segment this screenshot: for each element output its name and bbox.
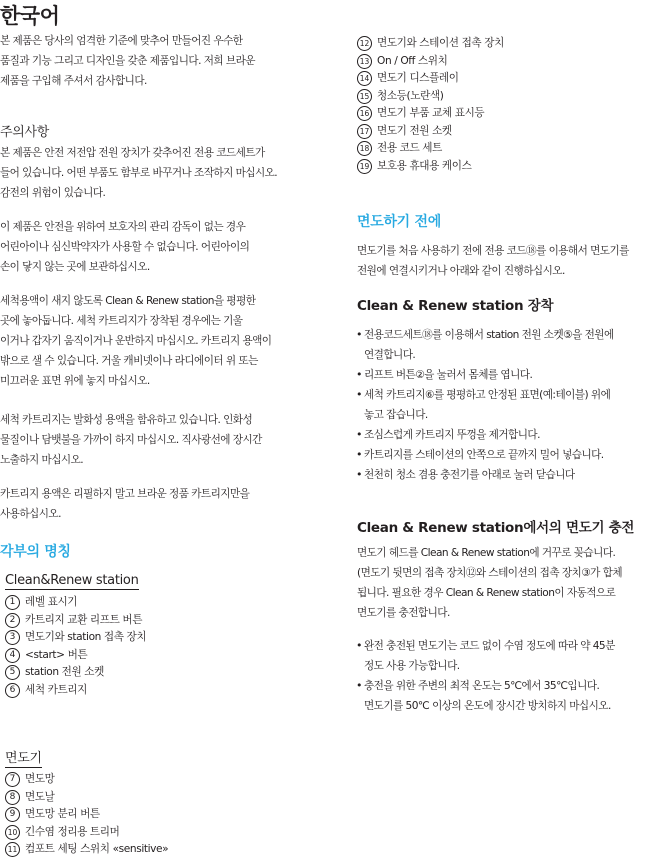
parts-heading: 각부의 명칭	[0, 544, 71, 560]
page-title: 한국어	[0, 5, 60, 28]
charging-notes	[357, 636, 615, 716]
list-item: 2 카트리지 교환 리프트 버튼	[5, 612, 146, 630]
list-item: 9 면도망 분리 버튼	[5, 806, 168, 824]
list-item: • 완전 충전된 면도기는 코드 없이 수염 정도에 따라 약 45분 정도 사용 가능합니다.	[356, 639, 615, 672]
list-item: • 세척 카트리지⑥를 평평하고 안정된 표면(예:테이블) 위에 놓고 잡습니다.	[356, 388, 611, 421]
list-item: 5 station 전원 소켓	[5, 664, 146, 682]
list-item: • 리프트 버튼②을 눌러서 몸체를 엽니다.	[356, 368, 533, 381]
before-shaving-heading: 면도하기 전에	[357, 214, 441, 230]
list-item: 8 면도날	[5, 789, 168, 807]
caution-paragraph-4: 세척 카트리지는 발화성 용액을 함유하고 있습니다. 인화성 물질이나 담뱃불을 가까이 하지 마십시오. 직사광선에 장시간 노출하지 마십시오.	[0, 414, 262, 466]
list-item: 1 레벨 표시기	[5, 594, 146, 612]
list-item: 10 긴수염 정리용 트리머	[5, 824, 168, 842]
shaver-parts-list-left	[5, 771, 168, 859]
install-steps	[357, 325, 614, 485]
list-item: 7 면도망	[5, 771, 168, 789]
list-item: • 카트리지를 스테이션의 안쪽으로 끝까지 밀어 넣습니다.	[356, 448, 604, 461]
station-parts-list	[5, 594, 146, 699]
list-item: • 천천히 청소 겸용 충전기를 아래로 눌러 닫습니다	[356, 468, 575, 481]
list-item: 16 면도기 부품 교체 표시등	[357, 105, 504, 123]
caution-paragraph-3: 세척용액이 새지 않도록 Clean & Renew station을 평평한 곳에 놓아둡니다. 세척 카트리지가 장착된 경우에는 기울 이거나 갑자기 움직이거나 운반하지 마십시오. 카트리지 용액이 밖으로 샐 수 있습니다. 거울 캐비넷이나 라디에이터 위 또는 미끄러운 표면 위에 놓지 마십시오.	[0, 295, 272, 387]
list-item: 11 컴포트 세팅 스위치 «sensitive»	[5, 841, 168, 859]
list-item: 12 면도기와 스테이션 접촉 장치	[357, 35, 504, 53]
caution-paragraph-5: 카트리지 용액은 리필하지 말고 브라운 정품 카트리지만을 사용하십시오.	[0, 488, 250, 520]
caution-paragraph-1: 본 제품은 안전 저전압 전원 장치가 갖추어진 전용 코드세트가 들어 있습니다. 어떤 부품도 함부로 바꾸거나 조작하지 마십시오. 감전의 위험이 있습니다.	[0, 147, 278, 199]
charging-paragraph: 면도기 헤드를 Clean & Renew station에 거꾸로 꽂습니다. (면도기 뒷면의 접촉 장치⑫와 스테이션의 접촉 장치③가 합체 됩니다. 필요한 경우 Clean & Renew station이 자동적으로 면도기를 충전합니다.	[357, 547, 623, 619]
station-heading: Clean&Renew station	[5, 573, 139, 588]
before-shaving-paragraph: 면도기를 처음 사용하기 전에 전용 코드⑱를 이용해서 면도기를 전원에 연결시키거나 아래와 같이 진행하십시오.	[357, 245, 629, 277]
caution-heading: 주의사항	[0, 125, 50, 140]
list-item: 19 보호용 휴대용 케이스	[357, 158, 504, 176]
charging-heading: Clean & Renew station에서의 면도기 충전	[357, 520, 635, 536]
list-item: 6 세척 카트리지	[5, 682, 146, 700]
list-item: 17 면도기 전원 소켓	[357, 123, 504, 141]
list-item: 4 <start> 버튼	[5, 647, 146, 665]
intro-paragraph: 본 제품은 당사의 엄격한 기준에 맞추어 만들어진 우수한 품질과 기능 그리고 디자인을 갖춘 제품입니다. 저희 브라운 제품을 구입해 주셔서 감사합니다.	[0, 35, 255, 87]
list-item: • 전용코드세트⑱를 이용해서 station 전원 소켓⑤을 전원에 연결합니다.	[356, 328, 614, 361]
caution-paragraph-2: 이 제품은 안전을 위하여 보호자의 관리 감독이 없는 경우 어린아이나 심신박약자가 사용할 수 없습니다. 어린아이의 손이 닿지 않는 곳에 보관하십시오.	[0, 221, 250, 273]
list-item: 14 면도기 디스플레이	[357, 70, 504, 88]
shaver-heading: 면도기	[5, 751, 42, 766]
list-item: 18 전용 코드 세트	[357, 140, 504, 158]
list-item: 13 On / Off 스위치	[357, 53, 504, 71]
install-heading: Clean & Renew station 장착	[357, 298, 554, 314]
list-item: • 충전을 위한 주변의 최적 온도는 5℃에서 35℃입니다. 면도기를 50℃ 이상의 온도에 장시간 방치하지 마십시오.	[356, 679, 611, 712]
list-item: 15 청소등(노란색)	[357, 88, 504, 106]
shaver-parts-list-right	[357, 35, 504, 175]
list-item: 3 면도기와 station 접촉 장치	[5, 629, 146, 647]
list-item: • 조심스럽게 카트리지 뚜껑을 제거합니다.	[356, 428, 540, 441]
